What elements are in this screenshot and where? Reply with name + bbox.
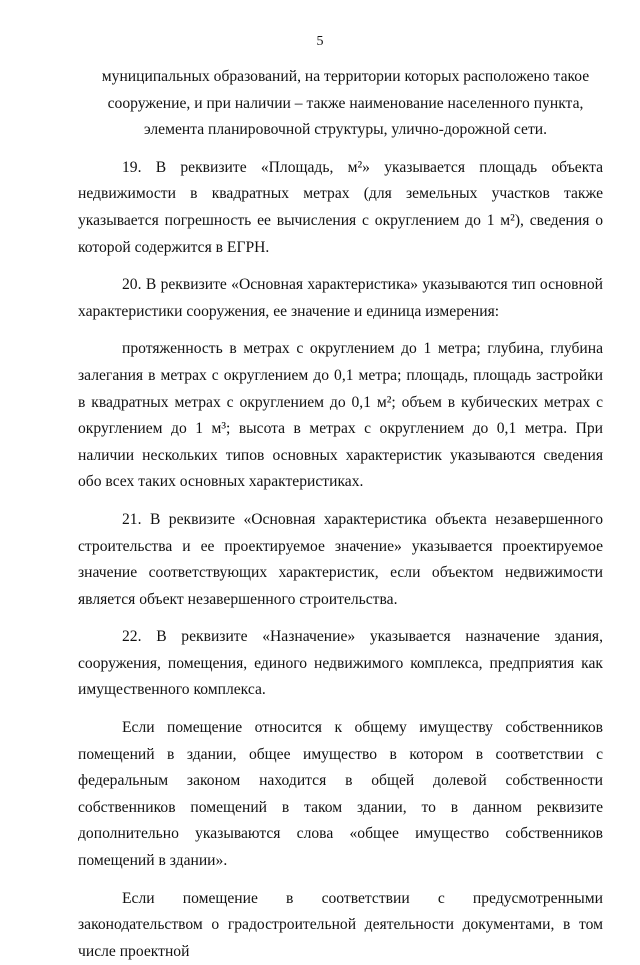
paragraph-item-21: 21. В реквизите «Основная характеристика объекта незавершенного строительства и ее проектируемое значение» указывается проектируемое значение соответствующих характеристик, если объектом недвижимости является объект незавершенного строительства. (78, 510, 603, 608)
paragraph-item-20: 20. В реквизите «Основная характеристика» указываются тип основной характеристики сооружения, ее значение и единица измерения: (78, 276, 603, 320)
paragraph-item-20-details: протяженность в метрах с округлением до 1 метра; глубина, глубина залегания в метрах с округлением до 0,1 метра; площадь, площадь застройки в квадратных метрах с округлением до 0,1 м²; объем в кубических метрах с округлением до 1 м³; высота в метрах с округлением до 0,1 метра. При наличии нескольких типов основных характеристик указываются сведения обо всех таких основных характеристиках. (78, 340, 603, 491)
paragraph-continuation: муниципальных образований, на территории которых расположено такое сооружение, и при наличии – также наименование населенного пункта, элемента планировочной структуры, улично-дорожной сети. (101, 68, 590, 139)
page-number: 5 (316, 34, 324, 49)
paragraph-item-22: 22. В реквизите «Назначение» указывается назначение здания, сооружения, помещения, единого недвижимого комплекса, предприятия как имущественного комплекса. (78, 628, 603, 699)
document-body (78, 64, 603, 965)
paragraph-common-property: Если помещение относится к общему имуществу собственников помещений в здании, общее имущество в котором в соответствии с федеральным законом находится в общей долевой собственности собственников помещений в таком здании, то в данном реквизите дополнительно указываются слова «общее имущество собственников помещений в здании». (78, 719, 603, 870)
paragraph-urban-planning: Если помещение в соответствии с предусмотренными законодательством о градостроительной деятельности документами, в том числе проектной (78, 889, 603, 960)
paragraph-item-19: 19. В реквизите «Площадь, м²» указывается площадь объекта недвижимости в квадратных метрах (для земельных участков также указывается погрешность ее вычисления с округлением до 1 м²), сведения о которой содержится в ЕГРН. (78, 158, 603, 256)
